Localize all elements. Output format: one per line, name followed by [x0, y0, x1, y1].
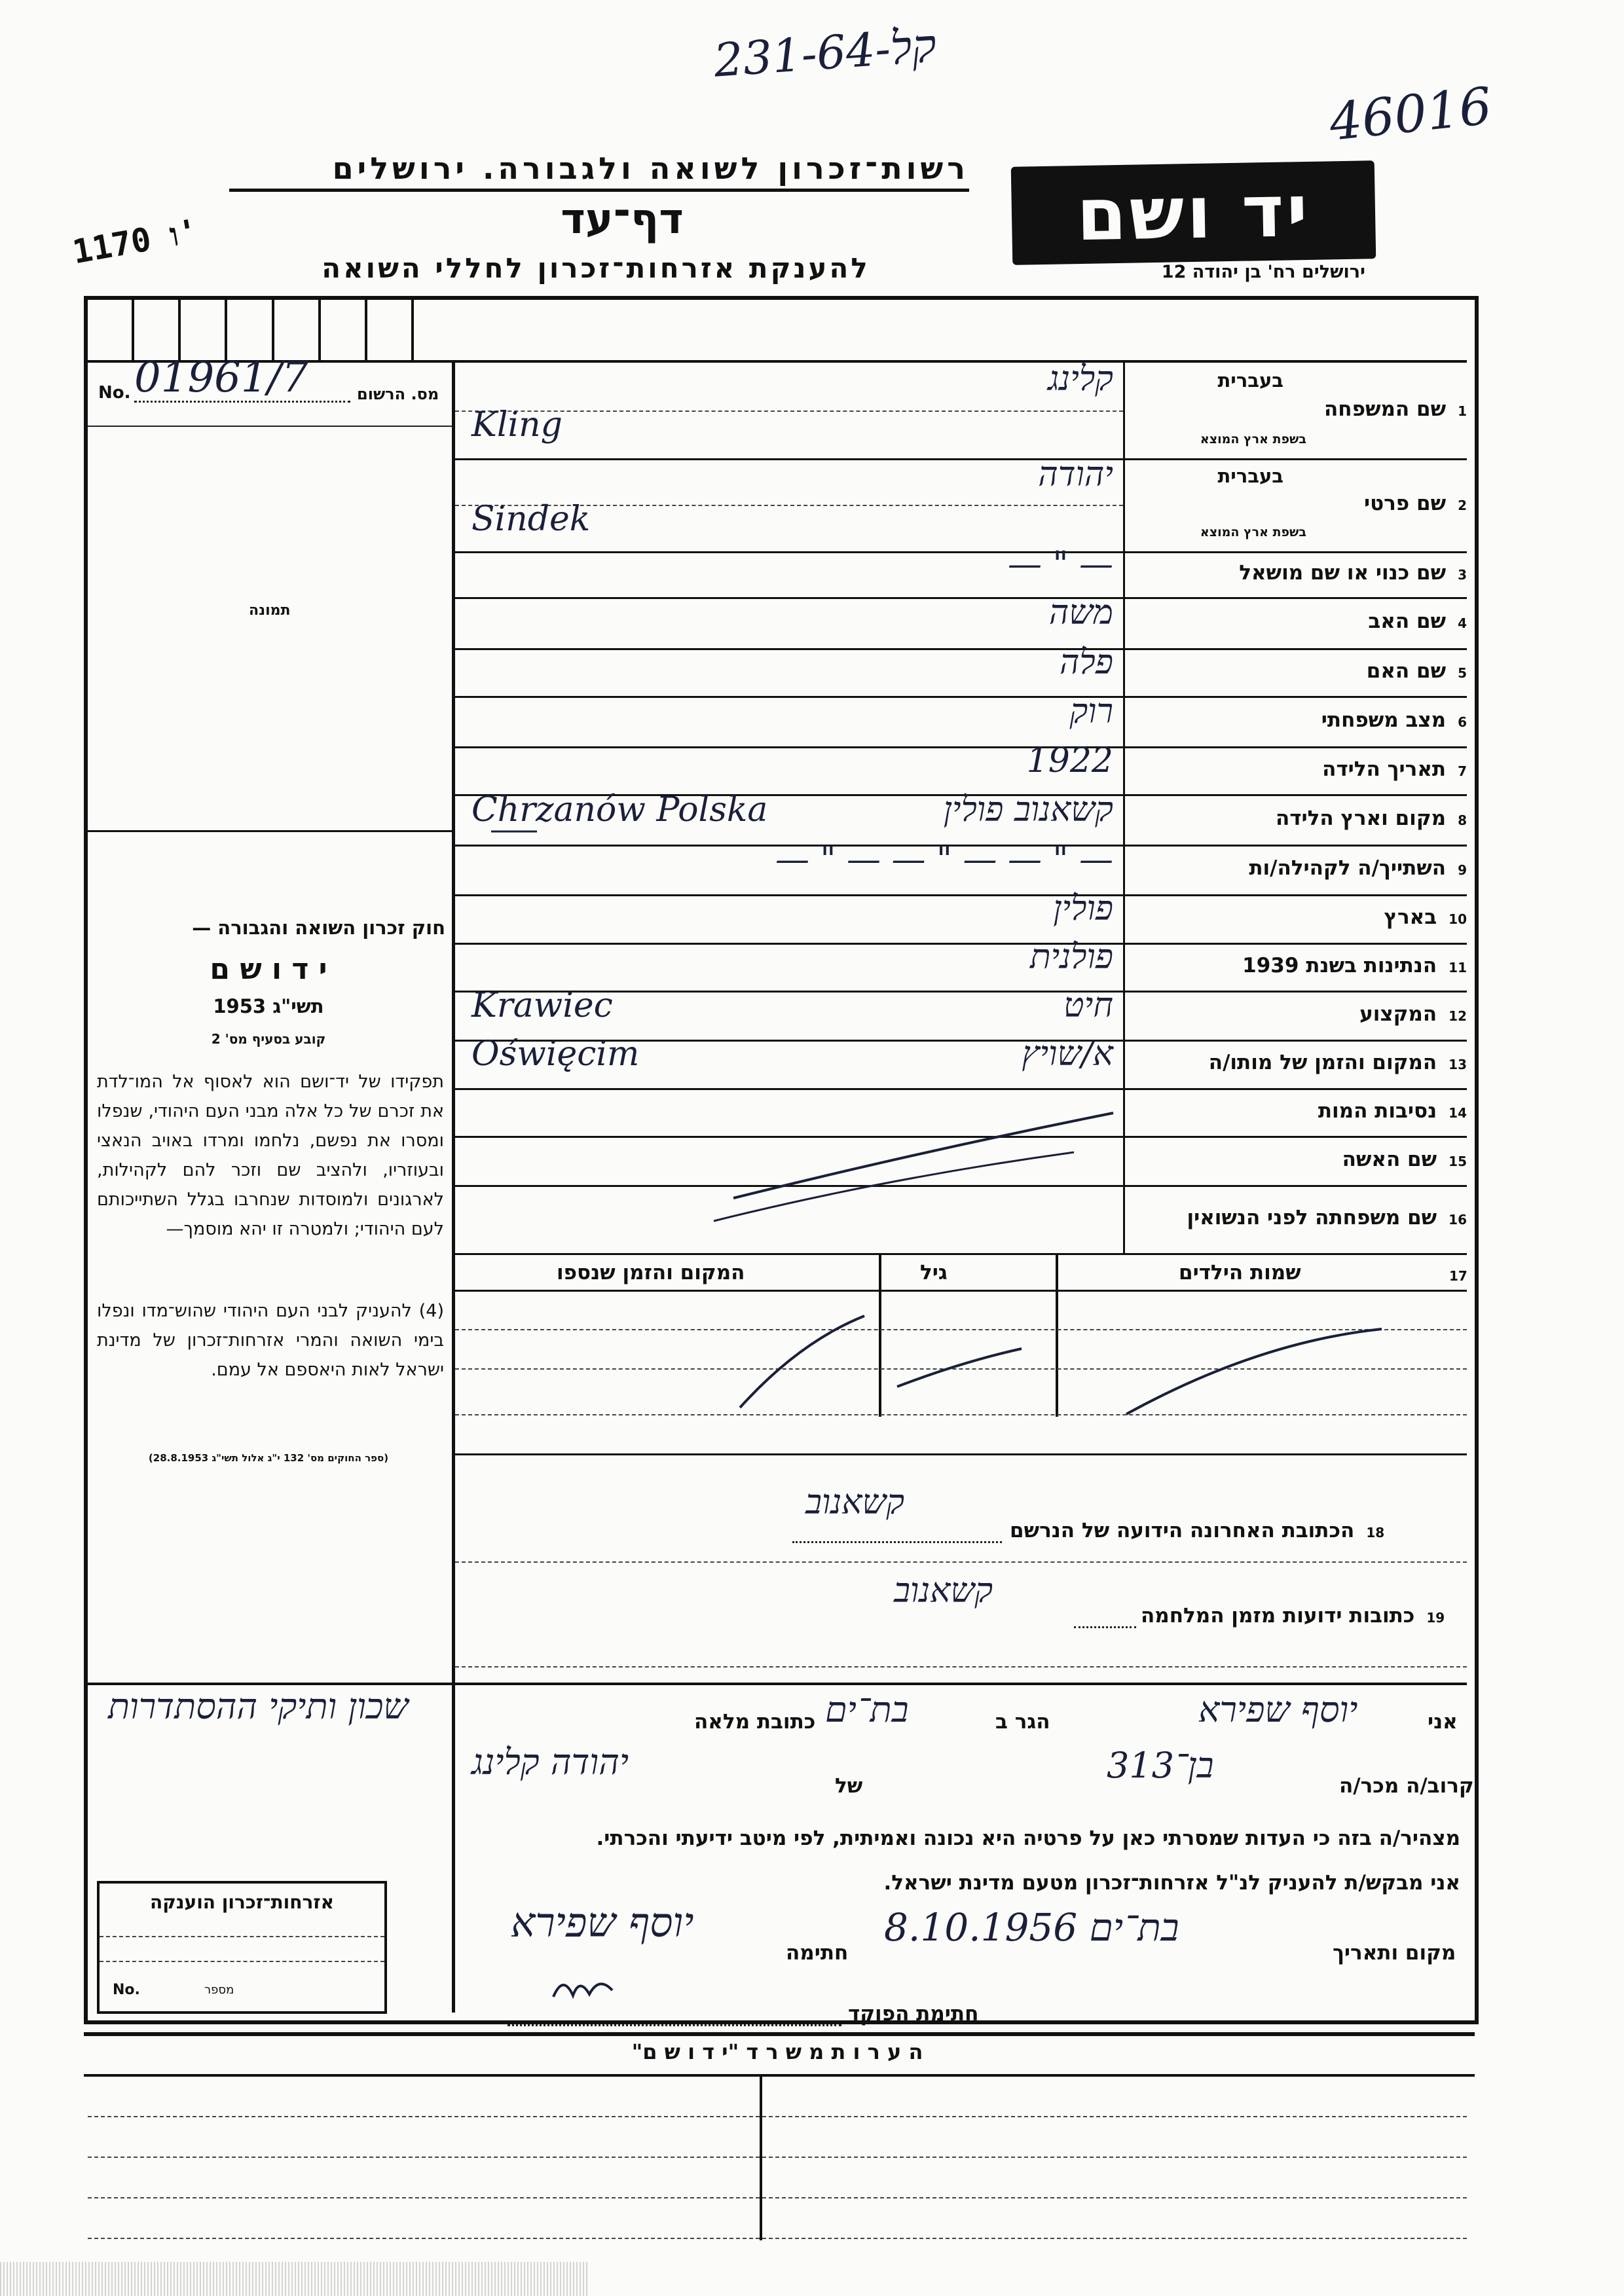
decl-officer-label: חתימת הפוקד — [848, 2002, 979, 2026]
field-8-value-latin: Chrzanów Polska — [471, 790, 768, 829]
field-13-value-latin: Oświęcim — [471, 1034, 640, 1074]
field-12-label: 12המקצוע — [1359, 1002, 1467, 1026]
field-16-label: 16שם משפחתה לפני הנשואין — [1187, 1206, 1467, 1230]
field-19-value: קשאנוב — [894, 1571, 993, 1611]
logo-address: ירושלים רח' בן יהודה 12 — [1161, 262, 1365, 282]
field-10-value: פולין — [1053, 889, 1113, 928]
photo-label: תמונה — [249, 602, 291, 619]
field-1-sub-hebrew: בעברית — [1217, 369, 1283, 392]
field-8-label: 8מקום וארץ הלידה — [1275, 806, 1467, 830]
field-10-label: 10בארץ — [1384, 905, 1467, 929]
field-18-label: 18הכתובת האחרונה הידועה של הנרשם — [1010, 1519, 1385, 1542]
children-num: 17 — [1449, 1268, 1467, 1284]
field-15-label: 15שם האשה — [1342, 1147, 1467, 1171]
authority-line: רשות־זכרון לשואה ולגבורה. ירושלים — [229, 151, 969, 192]
field-5-value: פלה — [1059, 642, 1113, 682]
granted-number-label: מספר — [204, 1983, 234, 1997]
law-clause: קובע בסעיף מס' 2 — [211, 1031, 326, 1047]
field-1-sub-origin: בשפת ארץ המוצא — [1200, 432, 1306, 446]
field-13-label: 13המקום והזמן של מותו/ה — [1208, 1051, 1467, 1074]
field-11-value: פולנית — [1029, 937, 1113, 977]
decl-place-date: בת־ים 8.10.1956 — [884, 1905, 1179, 1950]
field-7-label: 7תאריך הלידה — [1322, 757, 1467, 781]
field-2-value: יהודה — [1038, 455, 1113, 494]
field-3-value: — " — — [1008, 545, 1113, 584]
side-stamp: 1170 ו' — [69, 211, 201, 272]
field-9-value: — " — — " — — " — — [775, 840, 1113, 879]
law-text: תפקידו של יד־ושם הוא לאסוף אל המו־לדת את זכרם של כל אלה מבני העם היהודי, שנפלו ומסרו את נפשם, נלחמו ומרדו באויב הנאצי ובעוזריו, ולהציב שם וזכר להם לקהילות, לארגונים ולמוסדות שנחרבו בגלל השתייכותם לעם היהודי; ולמטרה זו יהא מוסמך— — [97, 1072, 444, 1239]
field-4-label: 4שם האב — [1368, 610, 1467, 633]
field-8-value: קשאנוב פולין — [943, 790, 1113, 829]
office-notes-title: ה ע ר ו ת מ ש ר ד "י ד ו ש ם" — [631, 2039, 923, 2064]
granted-number-en: No. — [113, 1982, 140, 1998]
decl-gar-b: הגר ב — [995, 1710, 1050, 1734]
field-5-label: 5שם האם — [1366, 659, 1467, 683]
file-number-stamp: 231-64-קל — [712, 18, 938, 88]
page-title: דף־עד — [561, 195, 684, 244]
law-title: חוק זכרון השואה והגבורה — — [192, 917, 445, 939]
field-12-value: חיט — [1063, 985, 1113, 1025]
field-9-label: 9השתייך/ה לקהילה/ות — [1249, 856, 1467, 880]
field-18-value: קשאנוב — [805, 1483, 905, 1522]
field-19-label: 19כתובות ידועות מזמן המלחמה — [1141, 1604, 1445, 1628]
decl-relative-label: קרוב/ה מכר/ה — [1339, 1774, 1474, 1798]
decl-name: יוסף שפירא — [1198, 1689, 1358, 1730]
field-6-value: רוק — [1069, 691, 1113, 731]
decl-statement-2: אני מבקש/ת להעניק לנ"ל אזרחות־זכרון מטעם מדינת ישראל. — [883, 1871, 1460, 1895]
decl-address-label: כתובת מלאה — [694, 1710, 816, 1734]
decl-statement-1: מצהיר/ה בזה כי העדות שמסרתי כאן על פרטיה היא נכונה ואמיתית, לפי מיטב ידיעתי והכרתי. — [596, 1827, 1460, 1850]
field-2-value-latin: Sindek — [471, 500, 591, 539]
decl-shel: של — [835, 1774, 863, 1798]
decl-ani: אני — [1428, 1710, 1458, 1734]
decl-address: שכון ותיקי ההסתדרות — [108, 1686, 409, 1727]
registration-en-label: No. — [98, 383, 131, 403]
archive-number: 46016 — [1326, 77, 1495, 153]
field-6-label: 6מצב משפחתי — [1321, 708, 1467, 732]
decl-city: בת־ים — [825, 1689, 909, 1730]
field-2-label: 2שם פרטי — [1363, 492, 1467, 515]
field-7-value: 1922 — [1026, 740, 1113, 780]
decl-place-date-label: מקום ותאריך — [1333, 1941, 1456, 1965]
decl-relation: בן־313 — [1107, 1745, 1214, 1786]
children-col-age: גיל — [920, 1261, 948, 1285]
decl-relative-name: יהודה קלינג — [471, 1741, 629, 1783]
law-text-clause-4: (4) להעניק לבני העם היהודי שהוש־מדו ונפלו בימי השואה והמרי אזרחות־זכרון של מדינת ישראל לאות היאספם אל עמם. — [97, 1301, 444, 1380]
field-14-label: 14נסיבות המות — [1318, 1099, 1467, 1123]
field-4-value: משה — [1048, 593, 1113, 632]
page-subtitle: להענקת אזרחות־זכרון לחללי השואה — [322, 252, 870, 284]
field-11-label: 11הנתינות בשנת 1939 — [1242, 953, 1467, 977]
field-1-value: קלינג — [1048, 359, 1113, 399]
field-2-sub-hebrew: בעברית — [1217, 465, 1283, 487]
logo-text: יד ושם — [1075, 168, 1312, 257]
field-1-label: 1שם המשפחה — [1323, 397, 1467, 421]
field-13-value: א/שויץ — [1022, 1034, 1113, 1074]
decl-signature-label: חתימה — [786, 1941, 849, 1965]
children-col-place: המקום והזמן שנספו — [557, 1261, 745, 1285]
field-1-value-latin: Kling — [471, 405, 563, 445]
registration-he-label: מס. הרשום — [357, 385, 439, 403]
scan-edge-noise — [0, 2262, 589, 2296]
registration-number: 01961/7 — [134, 354, 308, 402]
children-col-names: שמות הילדים — [1179, 1261, 1301, 1285]
field-3-label: 3שם כנוי או שם מושאל — [1239, 561, 1467, 585]
law-year: תשי"ג 1953 — [213, 995, 324, 1017]
law-source: (ספר החוקים מס' 132 י"ג אלול תשי"ג 28.8.1953) — [148, 1452, 389, 1464]
granted-box-title: אזרחות־זכרון הוענקה — [150, 1891, 334, 1913]
decl-signature: יוסף שפירא — [511, 1899, 694, 1946]
law-name: י ד ו ש ם — [210, 953, 327, 986]
field-2-sub-origin: בשפת ארץ המוצא — [1200, 525, 1306, 539]
field-12-value-latin: Krawiec — [471, 985, 613, 1025]
